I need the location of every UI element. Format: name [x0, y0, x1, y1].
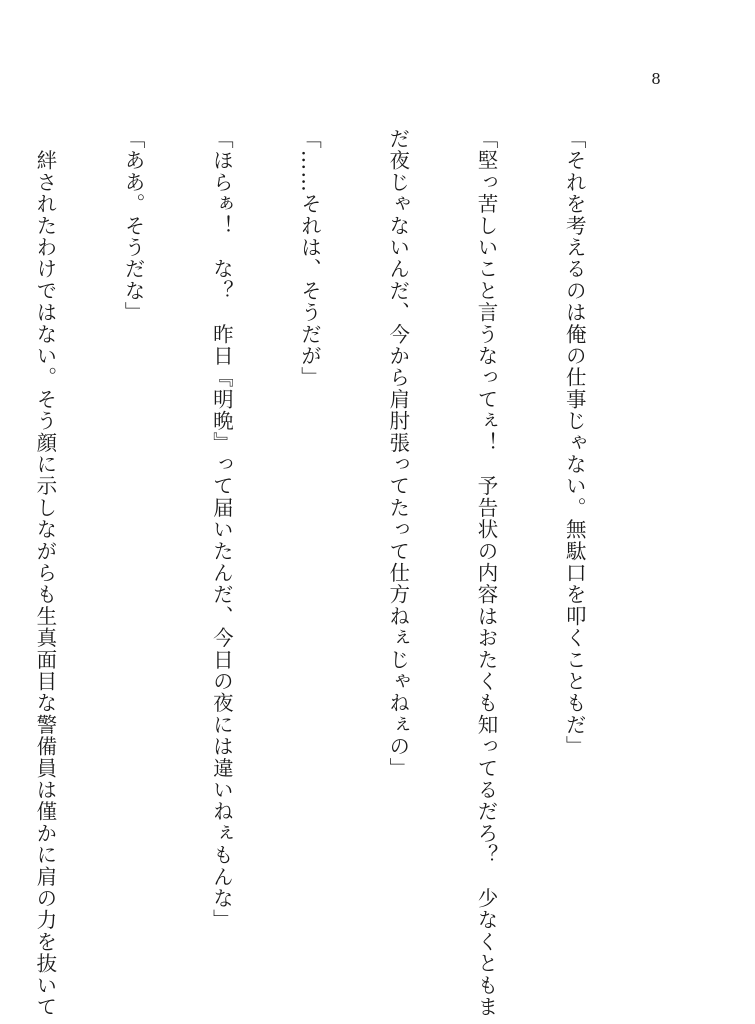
text-line: 「……それは、そうだが」 — [297, 128, 322, 389]
text-line: だ夜じゃないんだ、今から肩肘張ってたって仕方ねぇじゃねぇの」 — [385, 128, 410, 779]
vertical-text-body — [32, 128, 647, 1018]
text-line: 「ああ。そうだな」 — [121, 128, 146, 324]
text-line: 「それを考えるのは俺の仕事じゃない。無駄口を叩くこともだ」 — [562, 128, 587, 758]
page-number: 8 — [651, 70, 661, 88]
text-line: 絆されたわけではない。そう顔に示しながらも生真面目な警備員は僅かに肩の力を抜いて — [32, 128, 57, 1018]
text-line: 「堅っ苦しいこと言うなってぇ！ 予告状の内容はおたくも知ってるだろ？ 少なくともま — [473, 128, 498, 1018]
text-line: 「ほらぁ！ な？ 昨日『明晩』って届いたんだ、今日の夜には違いねぇもんな」 — [209, 128, 234, 931]
